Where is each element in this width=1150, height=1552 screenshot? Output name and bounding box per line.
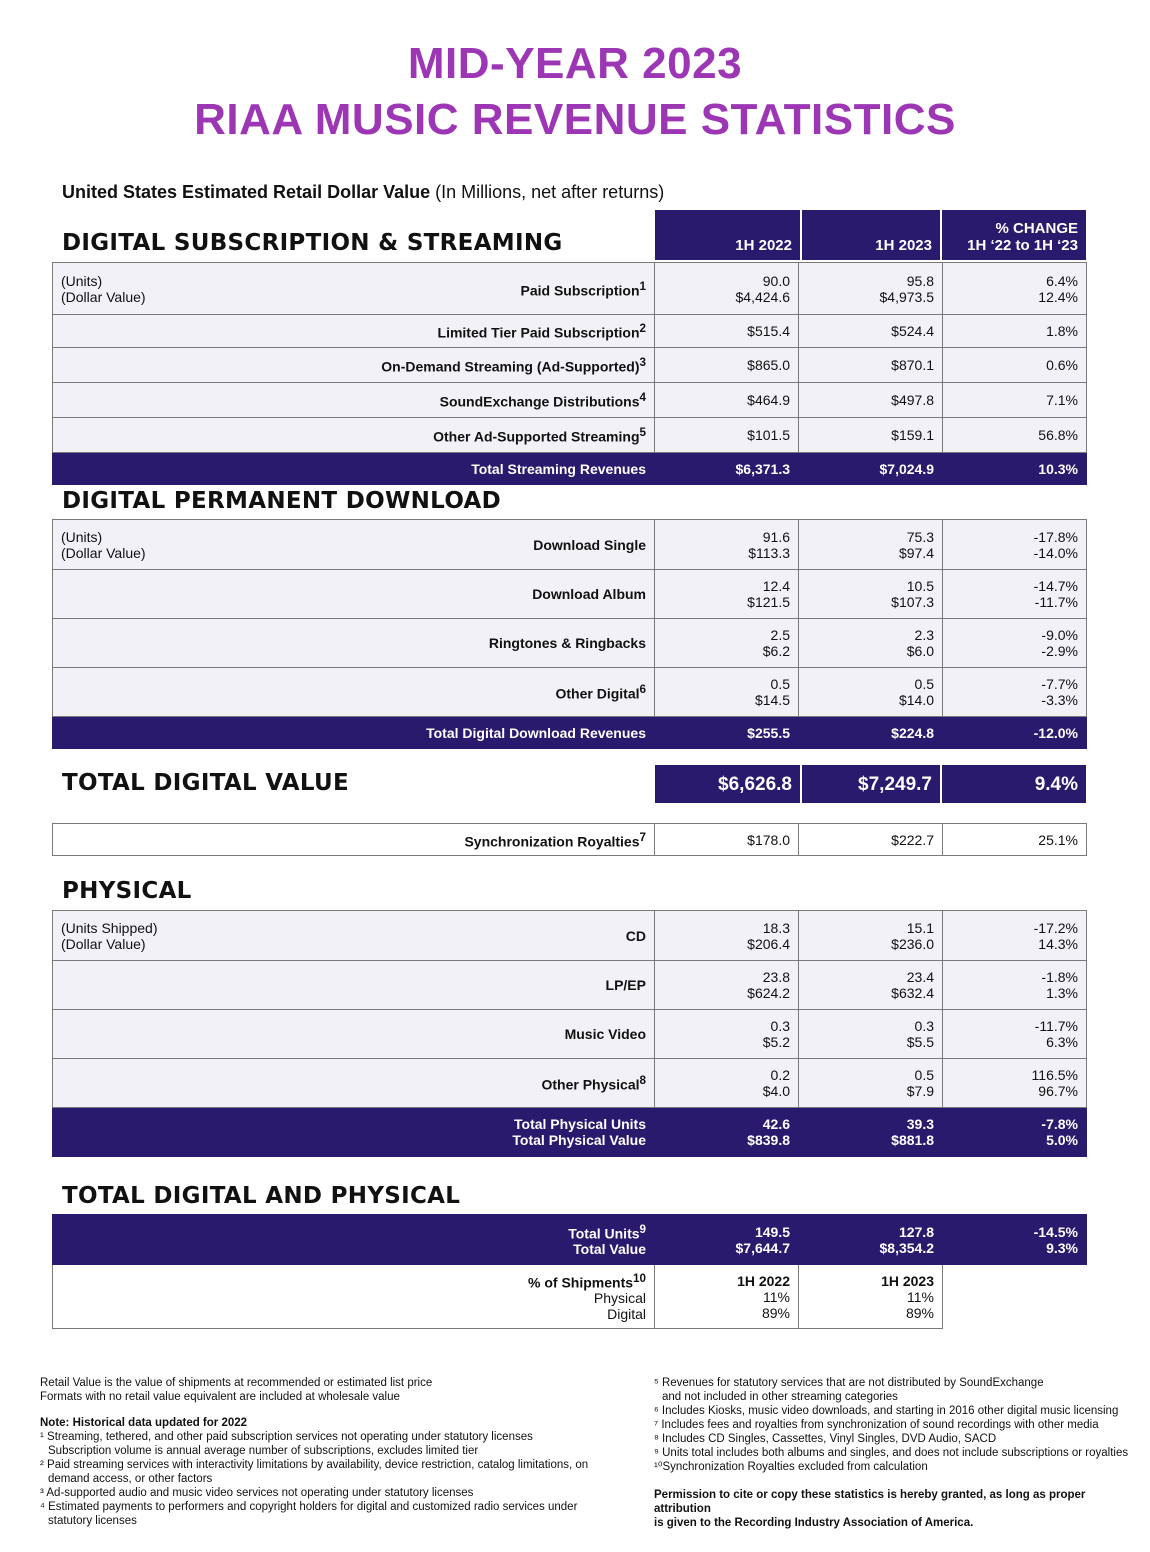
pct-change: -17.8% -14.0% — [943, 520, 1087, 570]
table-row — [53, 348, 1087, 383]
total-digital-2022: $6,626.8 — [655, 765, 800, 803]
pct-change: -7.7% -3.3% — [943, 668, 1087, 717]
row-label: (Units Shipped) (Dollar Value) CD — [53, 911, 655, 961]
value-2023: $524.4 — [799, 315, 943, 348]
value-2023: 0.3 $5.5 — [799, 1010, 943, 1059]
value-2022: 2.5 $6.2 — [655, 619, 799, 668]
table-row — [53, 520, 1087, 570]
row-label: Other Physical$^8$ — [53, 1059, 655, 1108]
value-2022: 0.3 $5.2 — [655, 1010, 799, 1059]
value-2023: 15.1 $236.0 — [799, 911, 943, 961]
pct-change: 1.8% — [943, 315, 1087, 348]
value-2023: 95.8 $4,973.5 — [799, 263, 943, 315]
total-all-table — [52, 1214, 1087, 1329]
units-label: (Units Shipped) (Dollar Value) — [61, 919, 158, 952]
value-2022: 90.0 $4,424.6 — [655, 263, 799, 315]
streaming-table — [52, 262, 1087, 485]
notes-right: ⁵ Revenues for statutory services that are not distributed by SoundExchange and not included in other streaming categories ⁶ Includes Kiosks, music video downloads, and starting in 2016 other digital music licensing ⁷ Includes fees and royalties from synchronization of sound recordings with other media ⁸ Includes CD Singles, Cassettes, Vinyl Singles, DVD Audio, SACD ⁹ Units total includes both albums and singles, and does not include subscriptions or royalties ¹⁰Synchronization Royalties excluded from calculation Permission to cite or copy these statistics is hereby granted, as long as proper attribution is given to the Recording Industry Association of America. — [654, 1377, 1129, 1529]
shipments-2022: 1H 2022 11% 89% — [655, 1265, 799, 1329]
table-row — [53, 383, 1087, 418]
row-label: (Units) (Dollar Value) Download Single — [53, 520, 655, 570]
total-pct: -7.8% 5.0% — [943, 1108, 1087, 1157]
value-2023: 10.5 $107.3 — [799, 570, 943, 619]
value-2023: 0.5 $7.9 — [799, 1059, 943, 1108]
value-2022: $101.5 — [655, 418, 799, 453]
subtitle — [62, 182, 664, 203]
section-total-all: TOTAL DIGITAL AND PHYSICAL — [62, 1183, 461, 1209]
row-label: Ringtones & Ringbacks — [53, 619, 655, 668]
section-physical: PHYSICAL — [62, 878, 192, 904]
total-label: Total Digital Download Revenues — [53, 717, 655, 749]
value-2023: 75.3 $97.4 — [799, 520, 943, 570]
row-label: LP/EP — [53, 961, 655, 1010]
value-2023: $222.7 — [799, 824, 943, 856]
value-2023: $870.1 — [799, 348, 943, 383]
pct-change: 6.4% 12.4% — [943, 263, 1087, 315]
shipments-label: % of Shipments$^{10}$ Physical Digital — [53, 1265, 655, 1329]
row-label: (Units) (Dollar Value) Paid Subscription$^1$ — [53, 263, 655, 315]
pct-change: -1.8% 1.3% — [943, 961, 1087, 1010]
row-label: Other Digital$^6$ — [53, 668, 655, 717]
value-2023: $497.8 — [799, 383, 943, 418]
pct-change: -11.7% 6.3% — [943, 1010, 1087, 1059]
total-label: Total Units$^9$ Total Value — [53, 1215, 655, 1265]
total-row — [53, 1108, 1087, 1157]
total-pct: -14.5% 9.3% — [943, 1215, 1087, 1265]
table-row — [53, 315, 1087, 348]
row-label: SoundExchange Distributions$^4$ — [53, 383, 655, 418]
units-label: (Units) (Dollar Value) — [61, 272, 146, 305]
section-download: DIGITAL PERMANENT DOWNLOAD — [62, 488, 502, 514]
value-2022: 23.8 $624.2 — [655, 961, 799, 1010]
pct-change: 56.8% — [943, 418, 1087, 453]
total-2022: $255.5 — [655, 717, 799, 749]
total-2023: $7,024.9 — [799, 453, 943, 485]
page-title-line2: RIAA MUSIC REVENUE STATISTICS — [194, 95, 956, 144]
value-2022: $464.9 — [655, 383, 799, 418]
table-row — [53, 668, 1087, 717]
pct-change: -17.2% 14.3% — [943, 911, 1087, 961]
shipments-2023: 1H 2023 11% 89% — [799, 1265, 943, 1329]
pct-change: 25.1% — [943, 824, 1087, 856]
table-row — [53, 1010, 1087, 1059]
subtitle-rest: (In Millions, net after returns) — [430, 182, 665, 202]
total-digital-pct: 9.4% — [942, 765, 1086, 803]
total-2023: $224.8 — [799, 717, 943, 749]
row-label: Limited Tier Paid Subscription$^2$ — [53, 315, 655, 348]
physical-table — [52, 910, 1087, 1157]
shipments-empty — [943, 1265, 1087, 1329]
row-label: Synchronization Royalties$^7$ — [53, 824, 655, 856]
value-2023: 23.4 $632.4 — [799, 961, 943, 1010]
table-row — [53, 961, 1087, 1010]
total-pct: -12.0% — [943, 717, 1087, 749]
pct-change: 7.1% — [943, 383, 1087, 418]
header-pct-change: % CHANGE 1H ‘22 to 1H ‘23 — [942, 210, 1086, 260]
table-row — [53, 570, 1087, 619]
total-digital-2023: $7,249.7 — [802, 765, 940, 803]
value-2023: 0.5 $14.0 — [799, 668, 943, 717]
row-label: Music Video — [53, 1010, 655, 1059]
value-2023: 2.3 $6.0 — [799, 619, 943, 668]
value-2022: $178.0 — [655, 824, 799, 856]
value-2022: 0.5 $14.5 — [655, 668, 799, 717]
section-streaming: DIGITAL SUBSCRIPTION & STREAMING — [62, 230, 563, 256]
table-row — [53, 824, 1087, 856]
header-1h2022: 1H 2022 — [655, 210, 800, 260]
download-table — [52, 519, 1087, 749]
section-total-digital: TOTAL DIGITAL VALUE — [62, 770, 350, 796]
subtitle-bold: United States Estimated Retail Dollar Value — [62, 182, 431, 202]
page-title-line1: MID-YEAR 2023 — [407, 39, 743, 88]
table-row — [53, 911, 1087, 961]
value-2022: $515.4 — [655, 315, 799, 348]
total-2022: 42.6 $839.8 — [655, 1108, 799, 1157]
total-label: Total Physical Units Total Physical Value — [53, 1108, 655, 1157]
total-row — [53, 717, 1087, 749]
table-row — [53, 619, 1087, 668]
value-2022: 18.3 $206.4 — [655, 911, 799, 961]
total-row — [53, 1215, 1087, 1265]
value-2022: 0.2 $4.0 — [655, 1059, 799, 1108]
value-2023: $159.1 — [799, 418, 943, 453]
shipments-row — [53, 1265, 1087, 1329]
pct-change: 0.6% — [943, 348, 1087, 383]
notes-left: Retail Value is the value of shipments at recommended or estimated list price Formats with no retail value equivalent are included at wholesale value Note: Historical data updated for 2022 ¹ Streaming, tethered, and other paid subscription services not operating under statutory licenses Subscription volume is annual average number of subscriptions, excludes limited tier ² Paid streaming services with interactivity limitations by availability, device restriction, catalog limitations, on demand access, or other factors ³ Ad-supported audio and music video services not operating under statutory licenses ⁴ Estimated payments to performers and copyright holders for digital and customized radio services under statutory licenses — [40, 1377, 589, 1527]
header-1h2023: 1H 2023 — [802, 210, 940, 260]
sync-table — [52, 823, 1087, 856]
total-2022: $6,371.3 — [655, 453, 799, 485]
total-row — [53, 453, 1087, 485]
row-label: On-Demand Streaming (Ad-Supported)$^3$ — [53, 348, 655, 383]
value-2022: 12.4 $121.5 — [655, 570, 799, 619]
pct-change: 116.5% 96.7% — [943, 1059, 1087, 1108]
units-label: (Units) (Dollar Value) — [61, 528, 146, 561]
pct-change: -9.0% -2.9% — [943, 619, 1087, 668]
table-row — [53, 263, 1087, 315]
table-row — [53, 418, 1087, 453]
value-2022: $865.0 — [655, 348, 799, 383]
total-pct: 10.3% — [943, 453, 1087, 485]
value-2022: 91.6 $113.3 — [655, 520, 799, 570]
row-label: Other Ad-Supported Streaming$^5$ — [53, 418, 655, 453]
total-2023: 127.8 $8,354.2 — [799, 1215, 943, 1265]
row-label: Download Album — [53, 570, 655, 619]
total-2023: 39.3 $881.8 — [799, 1108, 943, 1157]
pct-change: -14.7% -11.7% — [943, 570, 1087, 619]
table-row — [53, 1059, 1087, 1108]
total-2022: 149.5 $7,644.7 — [655, 1215, 799, 1265]
total-label: Total Streaming Revenues — [53, 453, 655, 485]
